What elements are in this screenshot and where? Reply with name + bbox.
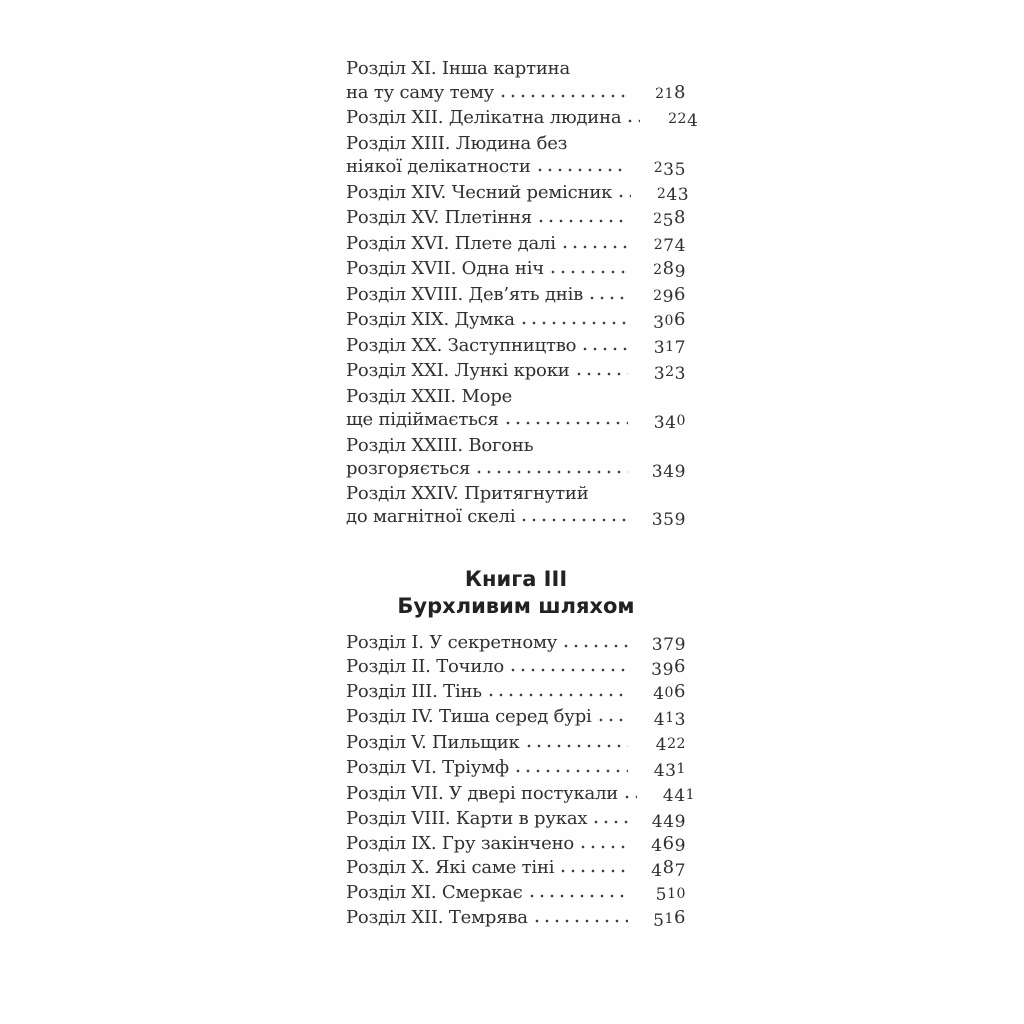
page-number-digit: 3: [663, 159, 675, 180]
leader-dots: [599, 718, 628, 722]
page-number-digit: 4: [651, 836, 663, 857]
toc-entry-row: [346, 359, 686, 385]
page-number-digit: 1: [685, 786, 696, 803]
entry-title: Розділ III. Тінь: [346, 680, 482, 702]
page-number-digit: 2: [668, 111, 678, 127]
page-number-digit: 2: [665, 364, 675, 380]
entry-title: Розділ XIV. Чесний ремісник: [346, 181, 613, 203]
entry-title: Розділ IV. Тиша серед бурі: [346, 706, 592, 727]
page-number-digit: 4: [662, 786, 675, 807]
entry-title: ніякої делікатности: [346, 156, 531, 177]
page-number-digit: 2: [655, 85, 665, 102]
toc-entry-row: [346, 856, 686, 881]
page-number-digit: 5: [663, 509, 675, 530]
entry-page-number: [638, 705, 686, 731]
page-number-digit: 1: [665, 710, 675, 726]
entry-title: Розділ XI. Смеркає: [346, 881, 523, 903]
page-number-digit: 7: [674, 338, 686, 359]
page-number-digit: 1: [665, 338, 675, 355]
toc-section: [346, 57, 699, 530]
leader-dots: [511, 668, 628, 672]
page-number-digit: 9: [674, 461, 686, 482]
page-number-digit: 4: [687, 110, 699, 131]
page-number-digit: 6: [674, 656, 686, 677]
entry-title: Розділ XXIII. Вогонь: [346, 434, 534, 456]
entry-list: [346, 57, 699, 530]
entry-title: Розділ X. Які саме тіні: [346, 857, 555, 878]
page-number-digit: 7: [663, 635, 675, 656]
toc-entry-row: [346, 906, 686, 932]
page-number-digit: 6: [674, 907, 686, 928]
toc-entry-row: [346, 457, 686, 482]
page-number-digit: 3: [653, 312, 665, 333]
leader-dots: [539, 219, 628, 223]
entry-page-number: [638, 206, 686, 232]
entry-page-number: [638, 408, 686, 434]
page-number-digit: 0: [664, 313, 674, 329]
page-number-digit: 9: [674, 836, 686, 857]
toc-entry-row: [346, 206, 686, 232]
page-number-digit: 5: [655, 885, 668, 906]
entry-title: до магнітної скелі: [346, 506, 516, 527]
leader-dots: [583, 347, 628, 351]
leader-dots: [506, 421, 628, 425]
page-number-digit: 3: [651, 461, 664, 482]
page-number-digit: 4: [666, 185, 678, 206]
entry-title: розгоряється: [346, 458, 471, 479]
entry-page-number: [650, 106, 698, 132]
page-number-digit: 4: [651, 811, 664, 832]
toc-column: [346, 57, 699, 932]
page-number-digit: 6: [674, 283, 686, 305]
page-number-digit: 0: [676, 885, 686, 902]
entry-page-number: [638, 283, 686, 309]
entry-page-number: [638, 631, 686, 656]
page-number-digit: 4: [651, 860, 663, 881]
entry-title: Розділ XIX. Думка: [346, 309, 515, 330]
section-heading: [346, 566, 686, 620]
leader-dots: [561, 869, 628, 873]
toc-entry-row: [346, 81, 686, 107]
entry-page-number: [638, 856, 686, 881]
page-number-digit: 1: [664, 85, 674, 102]
page-number-digit: 4: [663, 461, 675, 482]
toc-entry-row: [346, 308, 686, 334]
entry-title: Розділ V. Пильщик: [346, 731, 520, 753]
toc-section: [346, 566, 696, 932]
toc-entry-row: [346, 655, 686, 680]
page-number-digit: 4: [663, 811, 675, 832]
toc-entry-row: [346, 155, 686, 181]
entry-title: Розділ XXIV. Притягнутий: [346, 482, 589, 504]
leader-dots: [590, 296, 628, 300]
page-number-digit: 4: [653, 760, 666, 781]
entry-title: Розділ I. У секретному: [346, 631, 558, 653]
entry-title: Розділ VII. У двері постукали: [346, 782, 619, 804]
toc-entry-row: [346, 283, 686, 309]
leader-dots: [522, 518, 628, 522]
entry-page-number: [638, 308, 686, 334]
page-number-digit: 4: [653, 709, 666, 730]
toc-entry-row: [346, 731, 686, 757]
page-number-digit: 3: [651, 635, 664, 656]
leader-dots: [516, 769, 628, 773]
section-heading-line: Бурхливим шляхом: [397, 593, 635, 618]
leader-dots: [577, 372, 628, 376]
entry-page-number: [647, 782, 695, 808]
toc-entry-row: [346, 232, 686, 258]
page-number-digit: 3: [651, 509, 664, 530]
leader-dots: [563, 245, 628, 249]
page-number-digit: 2: [653, 236, 664, 253]
toc-entry-row: [346, 505, 686, 530]
leader-dots: [619, 194, 631, 198]
entry-title: Розділ XVII. Одна ніч: [346, 258, 544, 279]
page-number-digit: 6: [674, 309, 686, 330]
toc-entry-row: [346, 482, 686, 506]
page-number-digit: 0: [664, 684, 674, 701]
toc-entry-row: [346, 807, 686, 832]
entry-title: Розділ II. Точило: [346, 656, 505, 677]
entry-page-number: [638, 257, 686, 283]
page-number-digit: 6: [674, 680, 686, 702]
entry-list: [346, 631, 696, 932]
toc-entry-row: [346, 385, 686, 409]
page-number-digit: 4: [655, 735, 668, 756]
leader-dots: [581, 845, 628, 849]
entry-title: ще підіймається: [346, 409, 499, 430]
page-number-digit: 8: [674, 81, 686, 103]
toc-entry-row: [346, 106, 699, 132]
entry-title: Розділ XIII. Людина без: [346, 132, 568, 154]
entry-title: Розділ XI. Інша картина: [346, 58, 571, 79]
page-number-digit: 3: [677, 185, 690, 206]
entry-page-number: [638, 505, 686, 530]
entry-page-number: [638, 807, 686, 832]
page-number-digit: 4: [674, 786, 686, 807]
leader-dots: [501, 94, 628, 98]
entry-title: Розділ XVI. Плете далі: [346, 232, 556, 254]
leader-dots: [489, 693, 628, 697]
page-number-digit: 2: [676, 735, 686, 752]
section-heading-line: Книга III: [464, 566, 568, 591]
entry-title: Розділ XX. Заступництво: [346, 334, 577, 356]
page-number-digit: 3: [653, 338, 666, 359]
entry-title: Розділ VI. Тріумф: [346, 757, 509, 778]
page-number-digit: 3: [653, 363, 666, 384]
leader-dots: [628, 119, 640, 123]
toc-entry-row: [346, 832, 686, 857]
page-number-digit: 9: [662, 287, 674, 308]
leader-dots: [564, 644, 628, 648]
toc-entry-row: [346, 257, 686, 283]
toc-entry-row: [346, 181, 690, 207]
page-number-digit: 9: [674, 635, 686, 656]
entry-page-number: [638, 334, 686, 360]
entry-title: Розділ XV. Плетіння: [346, 207, 532, 228]
leader-dots: [551, 270, 628, 274]
page-number-digit: 5: [653, 910, 665, 931]
entry-page-number: [638, 680, 686, 706]
entry-title: Розділ VIII. Карти в руках: [346, 808, 588, 829]
page-number-digit: 9: [674, 811, 686, 832]
page-number-digit: 2: [653, 287, 663, 304]
entry-page-number: [638, 832, 686, 857]
entry-page-number: [638, 457, 686, 482]
page-number-digit: 9: [662, 659, 674, 680]
entry-title: Розділ XII. Темрява: [346, 907, 528, 928]
entry-page-number: [638, 756, 686, 782]
page-number-digit: 9: [674, 261, 686, 282]
page-number-digit: 7: [674, 860, 686, 881]
toc-entry-row: [346, 132, 686, 156]
page-number-digit: 4: [674, 236, 686, 257]
page-number-digit: 3: [653, 412, 666, 433]
entry-page-number: [638, 906, 686, 932]
entry-title: Розділ XXI. Лункі кроки: [346, 360, 570, 381]
page-number-digit: 8: [662, 258, 675, 279]
toc-entry-row: [346, 57, 686, 81]
leader-dots: [530, 894, 628, 898]
page-number-digit: 2: [667, 735, 677, 752]
leader-dots: [477, 470, 628, 474]
page-number-digit: 3: [674, 709, 686, 730]
page-number-digit: 1: [664, 911, 674, 927]
toc-entry-row: [346, 680, 686, 706]
entry-page-number: [638, 655, 686, 680]
entry-page-number: [638, 155, 686, 181]
entry-title: Розділ IX. Гру закінчено: [346, 832, 575, 854]
page-number-digit: 1: [667, 885, 677, 902]
page-number-digit: 2: [653, 160, 664, 176]
page-number-digit: 8: [662, 857, 675, 878]
toc-entry-row: [346, 408, 686, 434]
page-number-digit: 4: [665, 412, 677, 433]
page-number-digit: 5: [674, 159, 686, 180]
toc-entry-row: [346, 705, 686, 731]
entry-title: Розділ XII. Делікатна людина: [346, 107, 622, 128]
page-number-digit: 3: [674, 363, 686, 384]
leader-dots: [538, 168, 628, 172]
entry-title: Розділ XXII. Море: [346, 385, 513, 407]
entry-title: на ту саму тему: [346, 81, 495, 103]
entry-page-number: [638, 881, 686, 907]
leader-dots: [522, 321, 628, 325]
page-number-digit: 2: [677, 111, 687, 127]
page-number-digit: 2: [653, 262, 663, 278]
page-number-digit: 3: [651, 659, 663, 680]
toc-entry-row: [346, 631, 686, 656]
leader-dots: [527, 744, 628, 748]
entry-page-number: [641, 181, 689, 207]
page-number-digit: 5: [662, 210, 674, 231]
toc-entry-row: [346, 334, 686, 360]
page-number-digit: 2: [656, 185, 667, 202]
page-number-digit: 3: [665, 760, 677, 781]
page-number-digit: 2: [653, 211, 663, 227]
toc-entry-row: [346, 881, 686, 907]
toc-entry-row: [346, 782, 696, 808]
page-number-digit: 1: [676, 761, 686, 777]
toc-entry-row: [346, 434, 686, 458]
page-number-digit: 0: [676, 413, 686, 429]
page-number-digit: 6: [662, 832, 675, 854]
page-number-digit: 9: [674, 509, 686, 530]
leader-dots: [625, 795, 637, 799]
leader-dots: [535, 919, 628, 923]
page-number-digit: 7: [663, 236, 675, 257]
entry-page-number: [638, 81, 686, 107]
entry-page-number: [638, 232, 686, 258]
leader-dots: [594, 820, 628, 824]
page-number-digit: 8: [674, 207, 686, 228]
entry-page-number: [638, 359, 686, 385]
page-number-digit: 4: [653, 684, 665, 705]
toc-entry-row: [346, 756, 686, 782]
entry-title: Розділ XVIII. Дев’ять днів: [346, 283, 584, 305]
entry-page-number: [638, 731, 686, 757]
